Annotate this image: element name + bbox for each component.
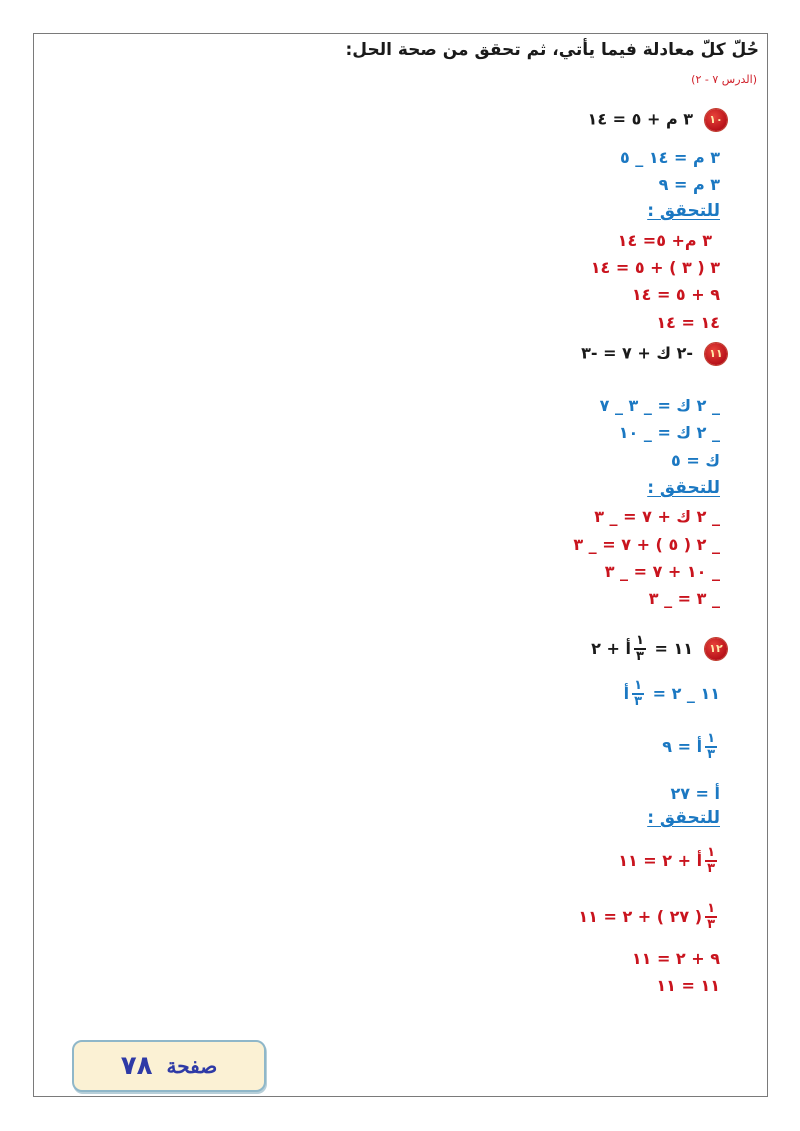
check-step: ٩ + ٢ = ١١ [631,949,720,968]
check-step: $\frac{١}{٣}$ ( ٢٧ ) + ٢ = ١١ [578,901,715,933]
problem-number-badge: ١٠ [705,109,727,131]
check-step: _ ٢ ك + ٧ = _ ٣ [594,507,720,526]
fraction: $\frac{١}{٣}$ [707,901,715,933]
instruction-text: حُلّ كلّ معادلة فيما يأتي، ثم تحقق من صحة الحل: [345,40,759,60]
check-step: ٩ + ٥ = ١٤ [631,285,720,304]
problem-number-badge: ١١ [705,343,727,365]
page-number-tab [72,1040,266,1092]
check-step: ٣ م+ ٥= ١٤ [617,231,712,250]
fraction: $\frac{١}{٣}$ [634,678,642,710]
check-step: _ ٢ ( ٥ ) + ٧ = _ ٣ [573,535,720,554]
check-step: ١١ = ١١ [656,976,720,995]
check-step: ٣ ( ٣ ) + ٥ = ١٤ [590,258,720,277]
problem-number-badge: ١٢ [705,638,727,660]
solution-step: ٣ م = ٩ [658,175,720,194]
solution-step: _ ٢ ك = _ ١٠ [618,423,720,442]
check-step: _ ١٠ + ٧ = _ ٣ [604,562,720,581]
problem-11-equation: -٢ ك + ٧ = -٣ [581,343,693,363]
check-step: ١٤ = ١٤ [656,313,720,332]
problem-10-equation: ٣ م + ٥ = ١٤ [587,109,693,129]
check-label: للتحقق : [647,808,720,828]
lesson-reference: (الدرس ٧ - ٢) [691,73,757,86]
fraction: $\frac{١}{٣}$ [707,845,715,877]
solution-step: ٣ م = ١٤ _ ٥ [619,148,720,167]
problem-12-statement: ١٢١١ = $\frac{١}{٣}$ أ + ٢ [591,634,727,665]
solution-step: أ = ٢٧ [670,784,720,803]
page-number: ٧٨ [120,1051,153,1081]
problem-10-statement [588,109,727,131]
solution-step: $\frac{١}{٣}$ أ = ٩ [662,731,715,763]
check-step: $\frac{١}{٣}$ أ + ٢ = ١١ [618,845,715,877]
fraction: $\frac{١}{٣}$ [707,731,715,763]
check-label: للتحقق : [647,201,720,221]
check-step: _ ٣ = _ ٣ [648,589,720,608]
worksheet-page [33,33,768,1097]
page-word: صفحة [166,1054,218,1078]
solution-step: ك = ٥ [671,451,720,470]
problem-11-statement [581,343,727,365]
solution-step: ١١ _ ٢ = $\frac{١}{٣}$ أ [623,678,720,710]
check-label: للتحقق : [647,478,720,498]
solution-step: _ ٢ ك = _ ٣ _ ٧ [599,396,720,415]
fraction: $\frac{١}{٣}$ [635,633,644,665]
